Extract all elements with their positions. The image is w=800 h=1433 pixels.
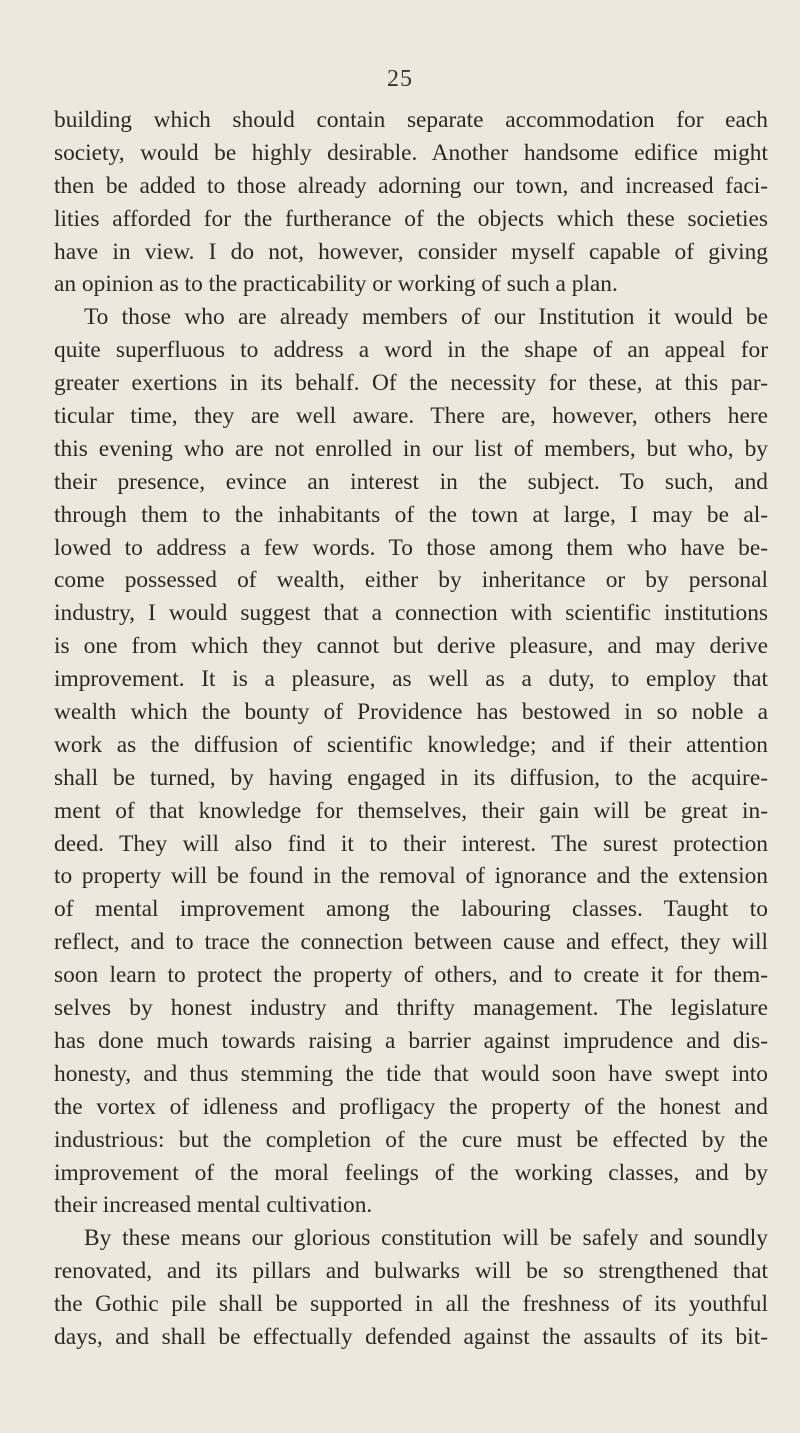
text-line: lowed to address a few words. To those among them who have be- [54,534,768,561]
text-line: shall be turned, by having engaged in its diffusion, to the acquire- [54,764,768,791]
text-line: industrious: but the completion of the cure must be effected by the [54,1126,768,1153]
text-line: quite superfluous to address a word in the shape of an appeal for [54,337,768,364]
text-line: industry, I would suggest that a connection with scientific institutions [54,600,768,627]
text-line: improvement of the moral feelings of the working classes, and by [54,1159,768,1186]
text-line: society, would be highly desirable. Another handsome edifice might [54,139,768,166]
text-line: an opinion as to the practicability or working of such a plan. [54,271,618,298]
text-line: ment of that knowledge for themselves, their gain will be great in- [54,797,768,824]
text-line: wealth which the bounty of Providence has bestowed in so noble a [54,699,768,726]
text-line: then be added to those already adorning our town, and increased faci- [54,172,768,199]
text-line: greater exertions in its behalf. Of the necessity for these, at this par- [54,370,768,397]
text-line: through them to the inhabitants of the town at large, I may be al- [54,501,768,528]
text-line: days, and shall be effectually defended against the assaults of its bit- [54,1323,768,1350]
text-line: To those who are already members of our Institution it would be [84,304,768,331]
text-line: ticular time, they are well aware. There are, however, others here [54,403,768,430]
text-line: their increased mental cultivation. [54,1192,373,1219]
text-line: the Gothic pile shall be supported in all the freshness of its youthful [54,1291,768,1318]
text-line: honesty, and thus stemming the tide that would soon have swept into [54,1060,768,1087]
text-line: soon learn to protect the property of others, and to create it for them- [54,962,768,989]
text-line: work as the diffusion of scientific knowledge; and if their attention [54,731,768,758]
text-line: have in view. I do not, however, consider myself capable of giving [54,238,768,265]
text-line: lities afforded for the furtherance of the objects which these societies [54,205,768,232]
text-line: improvement. It is a pleasure, as well as a duty, to employ that [54,666,768,693]
text-line: come possessed of wealth, either by inheritance or by personal [54,567,768,594]
text-line: deed. They will also find it to their interest. The surest protection [54,830,768,857]
text-line: renovated, and its pillars and bulwarks will be so strengthened that [54,1258,768,1285]
text-line: has done much towards raising a barrier against imprudence and dis- [54,1027,768,1054]
text-line: of mental improvement among the labouring classes. Taught to [54,896,768,923]
page-number: 25 [387,66,413,92]
text-line: this evening who are not enrolled in our list of members, but who, by [54,435,768,462]
text-line: building which should contain separate accommodation for each [54,107,768,133]
text-line: selves by honest industry and thrifty management. The legislature [54,995,768,1022]
body-text [54,104,768,1354]
text-line: the vortex of idleness and profligacy the property of the honest and [54,1093,768,1120]
text-line: By these means our glorious constitution will be safely and soundly [84,1225,768,1252]
text-line: is one from which they cannot but derive pleasure, and may derive [54,633,768,660]
text-line: to property will be found in the removal of ignorance and the extension [54,863,768,890]
text-line: reflect, and to trace the connection between cause and effect, they will [54,929,768,956]
text-line: their presence, evince an interest in the subject. To such, and [54,468,768,495]
